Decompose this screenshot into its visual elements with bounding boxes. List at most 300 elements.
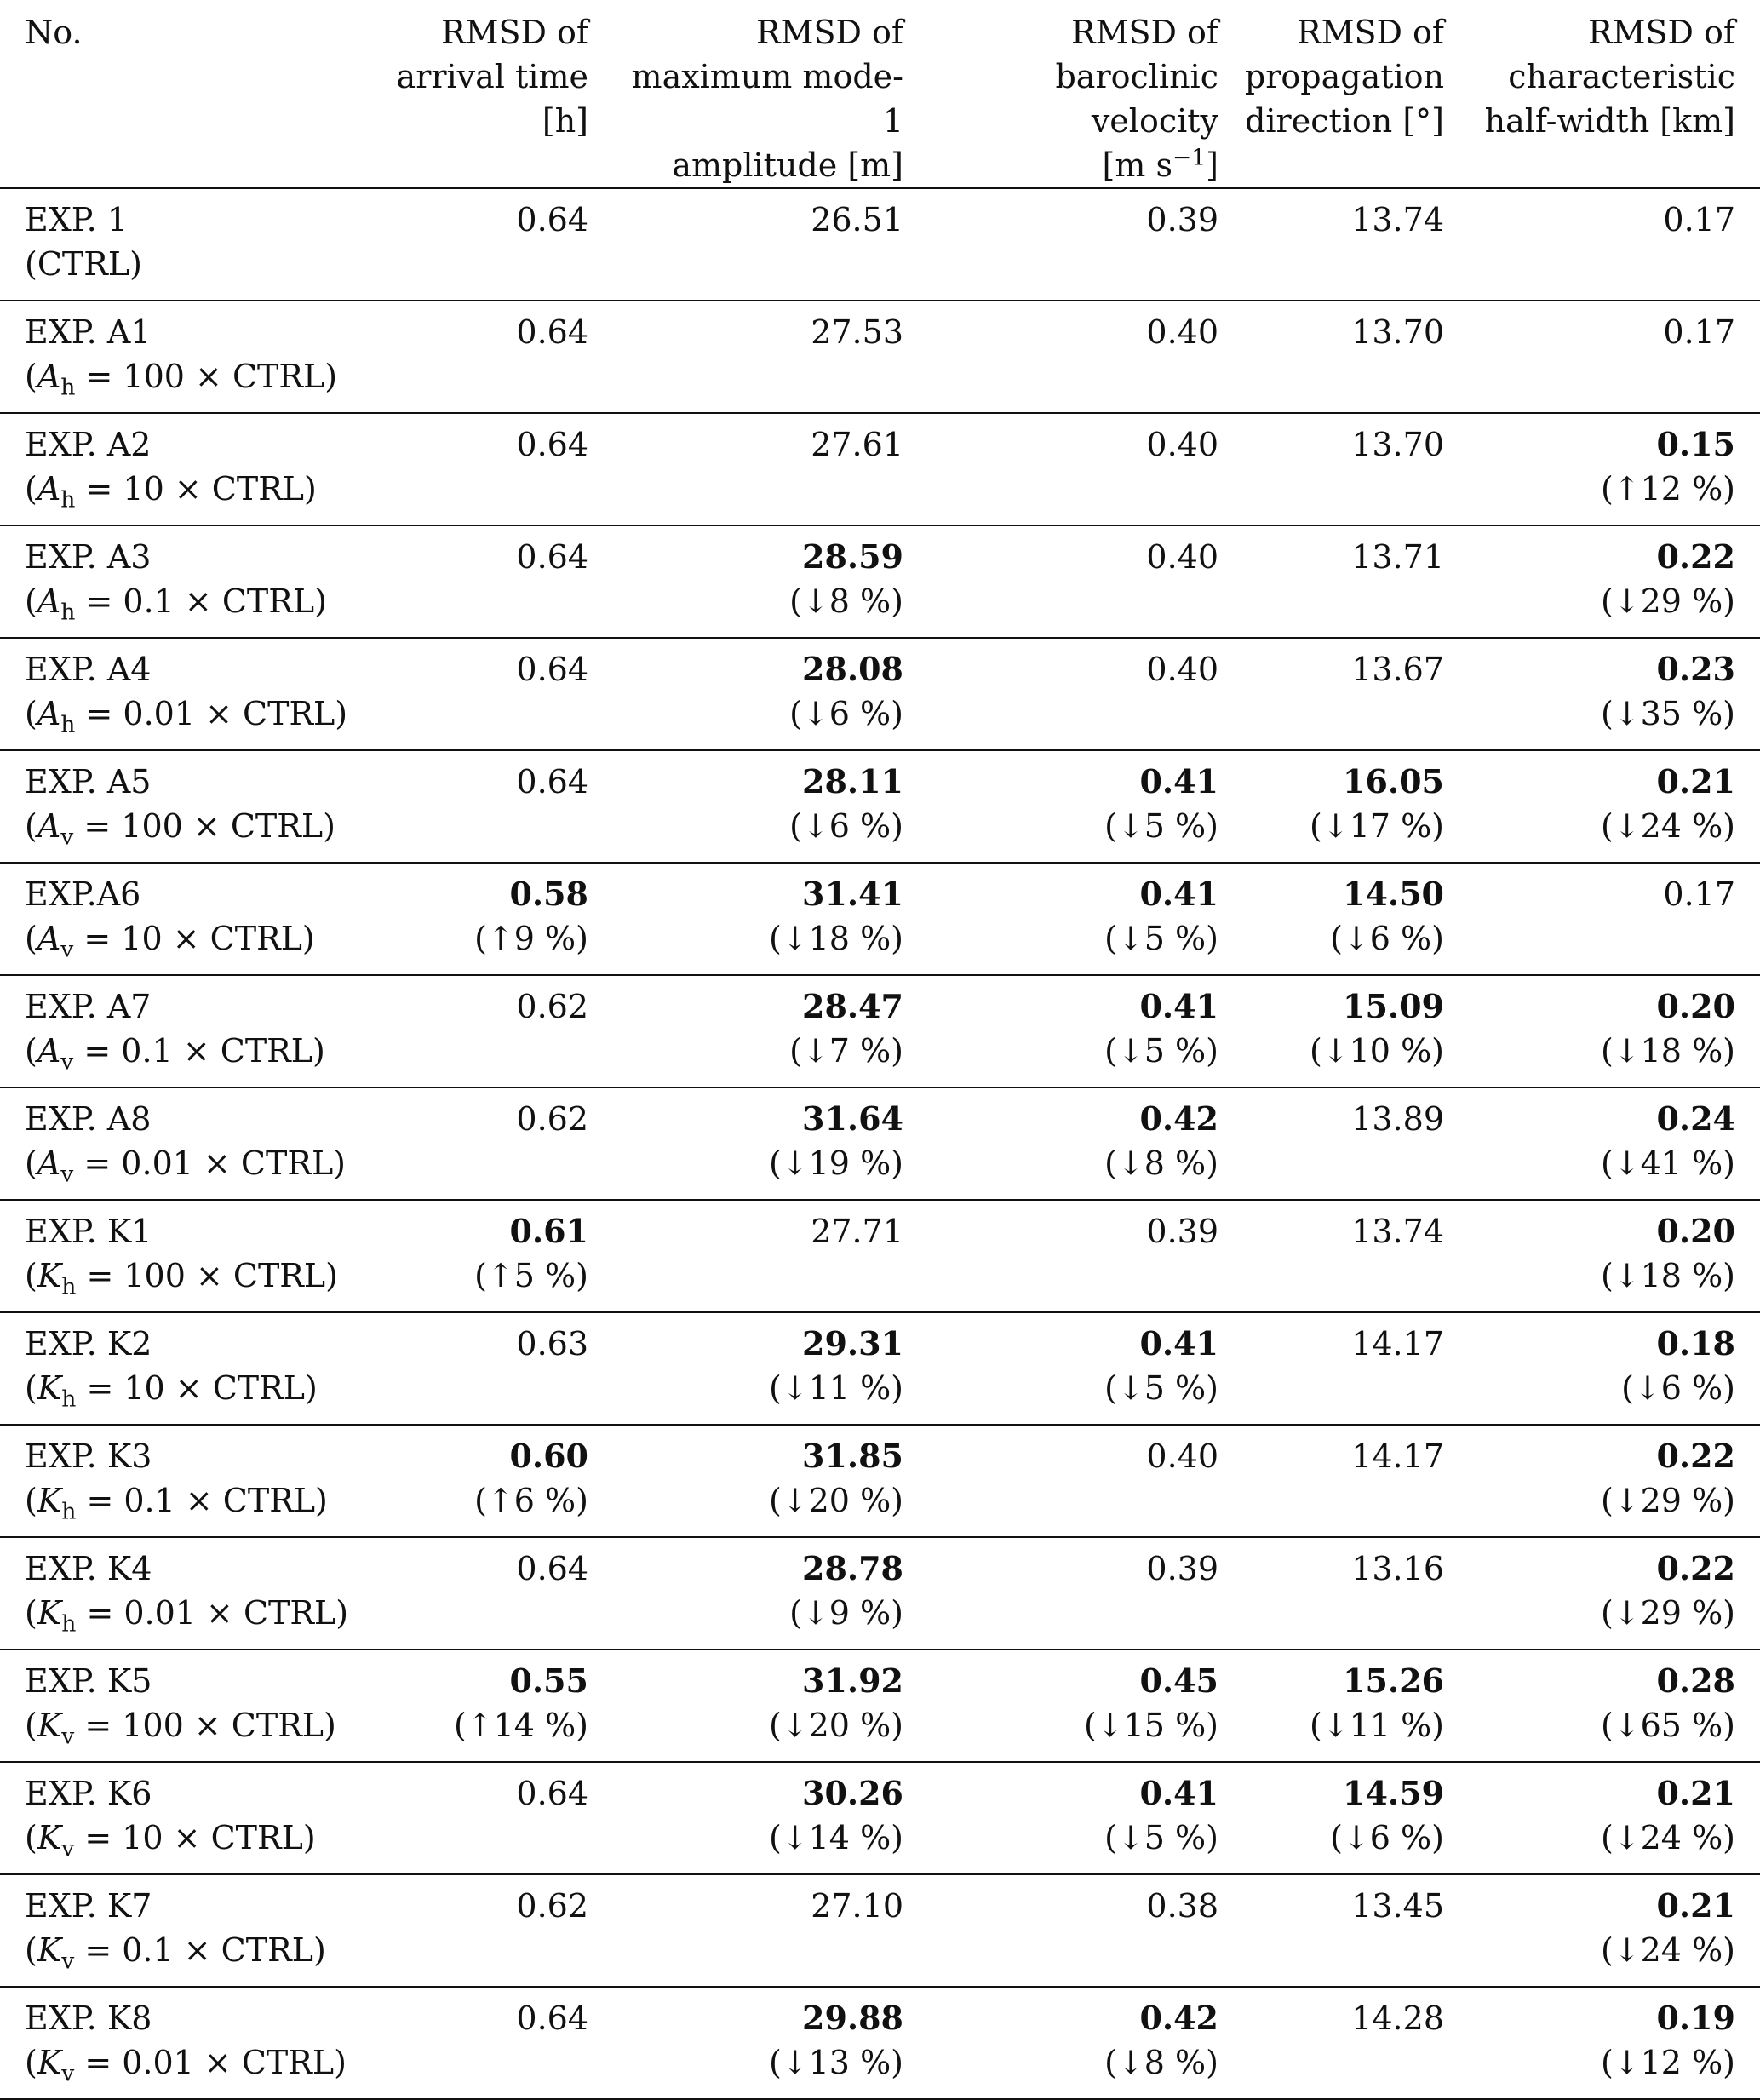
multiplier-text: = 0.01 × CTRL) — [76, 1594, 349, 1632]
table-row — [0, 863, 1760, 975]
value-cell — [1469, 1537, 1760, 1650]
rmsd-value: 0.40 — [1146, 651, 1218, 688]
rmsd-value: 0.22 — [1656, 1437, 1735, 1475]
multiplier-text: (CTRL) — [25, 245, 142, 283]
header-line: RMSD of — [1070, 14, 1218, 51]
rmsd-value: 0.64 — [516, 763, 588, 800]
experiment-id: EXP. K1 — [25, 1213, 152, 1250]
value-cell — [358, 1650, 613, 1762]
percent-change: (↓20 %) — [768, 1707, 903, 1744]
rmsd-value: 0.64 — [516, 426, 588, 463]
rmsd-value: 28.78 — [802, 1549, 903, 1587]
value-cell — [928, 301, 1243, 413]
table-row — [0, 1087, 1760, 1200]
experiment-id: EXP. A8 — [25, 1100, 152, 1138]
parameter-symbol: K — [37, 1707, 62, 1744]
percent-change: (↑9 %) — [474, 920, 588, 957]
rmsd-value: 0.42 — [1139, 1099, 1218, 1138]
experiment-setting — [25, 242, 358, 286]
multiplier-text: = 100 × CTRL) — [74, 1707, 336, 1744]
header-max-amplitude — [613, 0, 928, 188]
experiment-setting: ($K_h = 0.01$ × CTRL) — [25, 1594, 349, 1638]
multiplier-text: = 100 × CTRL) — [75, 358, 338, 395]
experiment-id: EXP. K8 — [25, 2000, 152, 2037]
rmsd-value: 0.39 — [1146, 1550, 1218, 1587]
value-cell — [358, 750, 613, 863]
parameter-subscript: h — [60, 711, 76, 738]
parameter-subscript: h — [60, 599, 76, 626]
percent-change: (↓14 %) — [768, 1819, 903, 1856]
value-cell — [928, 638, 1243, 750]
value-cell — [613, 1650, 928, 1762]
experiment-setting: ($A_h = 0.01$ × CTRL) — [25, 695, 348, 738]
rmsd-value: 27.10 — [811, 1887, 903, 1925]
value-cell — [613, 1874, 928, 1987]
rmsd-value: 0.21 — [1656, 1886, 1735, 1925]
percent-change: (↓24 %) — [1600, 807, 1735, 845]
percent-change: (↓8 %) — [789, 582, 903, 620]
rmsd-value: 27.53 — [811, 313, 903, 351]
percent-change: (↓6 %) — [1330, 1819, 1444, 1856]
header-unit-base: [m s — [1102, 146, 1172, 184]
value-cell — [613, 638, 928, 750]
rmsd-value: 31.41 — [802, 875, 903, 913]
table-row — [0, 1874, 1760, 1987]
value-cell — [1243, 1987, 1469, 2099]
experiment-id: EXP. 1 — [25, 201, 128, 238]
value-cell — [1469, 1425, 1760, 1537]
value-cell — [358, 1987, 613, 2099]
experiment-cell — [0, 1200, 358, 1312]
rmsd-value: 0.21 — [1656, 1774, 1735, 1812]
parameter-subscript: v — [61, 1723, 75, 1750]
value-cell — [358, 1200, 613, 1312]
header-line: arrival time [h] — [396, 58, 588, 140]
rmsd-value: 31.64 — [802, 1099, 903, 1138]
value-cell — [613, 301, 928, 413]
experiment-setting: ($A_v = 10$ × CTRL) — [25, 920, 315, 963]
table-row — [0, 1650, 1760, 1762]
experiment-setting: ($K_v = 0.01$ × CTRL) — [25, 2044, 347, 2087]
percent-change: (↓65 %) — [1600, 1707, 1735, 1744]
rmsd-value: 0.41 — [1139, 987, 1218, 1025]
rmsd-value: 0.40 — [1146, 313, 1218, 351]
parameter-symbol: A — [37, 470, 61, 508]
parameter-subscript: h — [61, 1273, 77, 1300]
percent-change: (↓7 %) — [789, 1032, 903, 1070]
value-cell — [613, 975, 928, 1087]
value-cell — [613, 188, 928, 301]
percent-change: (↓9 %) — [789, 1594, 903, 1632]
rmsd-value: 0.39 — [1146, 1213, 1218, 1250]
header-line: baroclinic velocity — [1055, 58, 1218, 140]
value-cell — [1243, 638, 1469, 750]
table-row — [0, 1762, 1760, 1874]
value-cell — [358, 1312, 613, 1425]
percent-change: (↓29 %) — [1600, 1482, 1735, 1519]
rmsd-value: 14.59 — [1343, 1774, 1444, 1812]
table-row — [0, 1537, 1760, 1650]
multiplier-text: = 10 × CTRL) — [76, 1369, 318, 1407]
rmsd-value: 0.39 — [1146, 201, 1218, 238]
rmsd-value: 0.64 — [516, 651, 588, 688]
parameter-symbol: K — [37, 2044, 62, 2081]
value-cell — [358, 1087, 613, 1200]
rmsd-value: 13.74 — [1351, 1213, 1444, 1250]
parameter-subscript: h — [60, 374, 76, 401]
experiment-id: EXP. K7 — [25, 1887, 152, 1925]
rmsd-value: 0.60 — [509, 1437, 588, 1475]
percent-change: (↓5 %) — [1104, 807, 1218, 845]
experiment-cell — [0, 863, 358, 975]
value-cell — [928, 975, 1243, 1087]
value-cell — [1469, 1987, 1760, 2099]
experiment-cell — [0, 638, 358, 750]
header-line: maximum mode-1 — [631, 58, 903, 140]
value-cell — [1243, 413, 1469, 525]
experiment-id: EXP. A3 — [25, 538, 152, 576]
parameter-symbol: A — [37, 1032, 61, 1070]
experiment-cell — [0, 301, 358, 413]
rmsd-value: 0.20 — [1656, 987, 1735, 1025]
rmsd-value: 13.16 — [1351, 1550, 1444, 1587]
value-cell — [1469, 638, 1760, 750]
value-cell — [1243, 1762, 1469, 1874]
value-cell — [613, 1425, 928, 1537]
rmsd-value: 13.74 — [1351, 201, 1444, 238]
rmsd-value: 0.64 — [516, 1550, 588, 1587]
experiment-cell — [0, 1874, 358, 1987]
rmsd-value: 13.67 — [1351, 651, 1444, 688]
value-cell — [358, 413, 613, 525]
experiment-cell — [0, 1087, 358, 1200]
value-cell — [613, 1762, 928, 1874]
multiplier-text: = 0.1 × CTRL) — [73, 1032, 325, 1070]
rmsd-value: 0.23 — [1656, 650, 1735, 688]
experiment-cell — [0, 1312, 358, 1425]
rmsd-value: 0.41 — [1139, 1324, 1218, 1363]
experiment-setting: ($A_v = 0.1$ × CTRL) — [25, 1032, 325, 1076]
parameter-subscript: h — [61, 1386, 77, 1413]
value-cell — [1469, 525, 1760, 638]
rmsd-value: 0.62 — [516, 988, 588, 1025]
rmsd-value: 30.26 — [802, 1774, 903, 1812]
percent-change: (↓8 %) — [1104, 1145, 1218, 1182]
percent-change: (↑14 %) — [453, 1707, 588, 1744]
rmsd-value: 31.85 — [802, 1437, 903, 1475]
value-cell — [613, 863, 928, 975]
percent-change: (↓11 %) — [768, 1369, 903, 1407]
rmsd-value: 0.21 — [1656, 762, 1735, 800]
parameter-symbol: K — [37, 1819, 62, 1856]
parameter-subscript: v — [61, 1835, 75, 1862]
header-line: propagation — [1244, 58, 1444, 95]
rmsd-value: 0.24 — [1656, 1099, 1735, 1138]
percent-change: (↓5 %) — [1104, 1819, 1218, 1856]
header-line: RMSD of — [1296, 14, 1444, 51]
value-cell — [928, 750, 1243, 863]
experiment-setting: ($A_h = 100$ × CTRL) — [25, 358, 338, 401]
rmsd-value: 0.58 — [509, 875, 588, 913]
rmsd-value: 29.31 — [802, 1324, 903, 1363]
percent-change: (↓35 %) — [1600, 695, 1735, 732]
rmsd-value: 0.62 — [516, 1100, 588, 1138]
experiment-setting: ($A_h = 0.1$ × CTRL) — [25, 582, 327, 626]
rmsd-value: 0.55 — [509, 1661, 588, 1700]
experiment-setting: ($K_h = 0.1$ × CTRL) — [25, 1482, 328, 1525]
value-cell — [928, 1425, 1243, 1537]
table-row — [0, 638, 1760, 750]
rmsd-value: 0.38 — [1146, 1887, 1218, 1925]
value-cell — [1243, 1425, 1469, 1537]
experiment-setting: ($A_v = 0.01$ × CTRL) — [25, 1145, 347, 1188]
value-cell — [1243, 750, 1469, 863]
rmsd-value: 0.45 — [1139, 1661, 1218, 1700]
rmsd-value: 0.61 — [509, 1212, 588, 1250]
value-cell — [1243, 1537, 1469, 1650]
experiment-cell — [0, 413, 358, 525]
experiment-id: EXP.A6 — [25, 875, 141, 913]
multiplier-text: = 10 × CTRL) — [75, 470, 317, 508]
value-cell — [613, 750, 928, 863]
table-row — [0, 1425, 1760, 1537]
header-line: half-width [km] — [1484, 102, 1735, 140]
parameter-symbol: K — [37, 1369, 62, 1407]
multiplier-text: = 0.1 × CTRL) — [76, 1482, 328, 1519]
header-unit-close: ] — [1206, 146, 1218, 184]
rmsd-value: 16.05 — [1343, 762, 1444, 800]
multiplier-text: = 10 × CTRL) — [74, 1819, 316, 1856]
value-cell — [358, 975, 613, 1087]
value-cell — [928, 1650, 1243, 1762]
header-line: characteristic — [1508, 58, 1735, 95]
rmsd-value: 0.40 — [1146, 538, 1218, 576]
header-half-width — [1469, 0, 1760, 188]
multiplier-text: = 10 × CTRL) — [73, 920, 315, 957]
rmsd-value: 13.70 — [1351, 426, 1444, 463]
rmsd-value: 14.28 — [1351, 2000, 1444, 2037]
percent-change: (↓11 %) — [1309, 1707, 1444, 1744]
rmsd-value: 31.92 — [802, 1661, 903, 1700]
value-cell — [928, 1537, 1243, 1650]
rmsd-value: 28.11 — [802, 762, 903, 800]
percent-change: (↓24 %) — [1600, 1931, 1735, 1969]
parameter-symbol: K — [37, 1482, 62, 1519]
multiplier-text: = 100 × CTRL) — [73, 807, 335, 845]
rmsd-value: 0.18 — [1656, 1324, 1735, 1363]
value-cell — [1243, 188, 1469, 301]
rmsd-value: 0.41 — [1139, 762, 1218, 800]
rmsd-value: 0.64 — [516, 538, 588, 576]
experiment-setting: ($K_h = 100$ × CTRL) — [25, 1257, 338, 1300]
value-cell — [1469, 188, 1760, 301]
percent-change: (↓41 %) — [1600, 1145, 1735, 1182]
parameter-subscript: h — [60, 486, 76, 514]
table-row — [0, 188, 1760, 301]
rmsd-value: 15.26 — [1343, 1661, 1444, 1700]
rmsd-value: 13.45 — [1351, 1887, 1444, 1925]
percent-change: (↓10 %) — [1309, 1032, 1444, 1070]
experiment-cell — [0, 1762, 358, 1874]
header-line: RMSD of — [1587, 14, 1735, 51]
value-cell — [1243, 1312, 1469, 1425]
percent-change: (↓29 %) — [1600, 582, 1735, 620]
value-cell — [928, 1200, 1243, 1312]
percent-change: (↑5 %) — [474, 1257, 588, 1294]
percent-change: (↓18 %) — [1600, 1032, 1735, 1070]
experiment-cell — [0, 1987, 358, 2099]
value-cell — [1469, 1650, 1760, 1762]
value-cell — [1469, 1087, 1760, 1200]
experiment-id: EXP. A7 — [25, 988, 152, 1025]
percent-change: (↓5 %) — [1104, 920, 1218, 957]
value-cell — [928, 188, 1243, 301]
rmsd-value: 0.17 — [1663, 875, 1735, 913]
value-cell — [1469, 1200, 1760, 1312]
parameter-subscript: h — [61, 1610, 77, 1638]
rmsd-value: 0.28 — [1656, 1661, 1735, 1700]
rmsd-value: 26.51 — [811, 201, 903, 238]
value-cell — [928, 1987, 1243, 2099]
rmsd-value: 0.40 — [1146, 426, 1218, 463]
value-cell — [1243, 863, 1469, 975]
parameter-subscript: h — [61, 1498, 77, 1525]
experiment-cell — [0, 1650, 358, 1762]
experiment-id: EXP. K6 — [25, 1775, 152, 1812]
value-cell — [1469, 1312, 1760, 1425]
value-cell — [928, 1874, 1243, 1987]
rmsd-value: 0.62 — [516, 1887, 588, 1925]
table-row — [0, 1312, 1760, 1425]
value-cell — [358, 863, 613, 975]
value-cell — [1243, 975, 1469, 1087]
rmsd-value: 0.42 — [1139, 1999, 1218, 2037]
rmsd-value: 14.17 — [1351, 1437, 1444, 1475]
parameter-subscript: v — [60, 1048, 74, 1076]
rmsd-value: 0.64 — [516, 313, 588, 351]
value-cell — [358, 525, 613, 638]
value-cell — [613, 1312, 928, 1425]
experiment-setting: ($A_v = 100$ × CTRL) — [25, 807, 335, 851]
percent-change: (↓13 %) — [768, 2044, 903, 2081]
rmsd-value: 0.19 — [1656, 1999, 1735, 2037]
value-cell — [928, 1762, 1243, 1874]
header-row — [0, 0, 1760, 188]
value-cell — [613, 413, 928, 525]
percent-change: (↓12 %) — [1600, 2044, 1735, 2081]
rmsd-value: 0.63 — [516, 1325, 588, 1363]
rmsd-value: 0.22 — [1656, 537, 1735, 576]
percent-change: (↓19 %) — [768, 1145, 903, 1182]
value-cell — [928, 1087, 1243, 1200]
value-cell — [358, 1874, 613, 1987]
rmsd-value: 13.71 — [1351, 538, 1444, 576]
table-header — [0, 0, 1760, 188]
table-row — [0, 413, 1760, 525]
rmsd-value: 29.88 — [802, 1999, 903, 2037]
percent-change: (↑6 %) — [474, 1482, 588, 1519]
value-cell — [1243, 301, 1469, 413]
parameter-subscript: v — [60, 823, 74, 851]
value-cell — [358, 1537, 613, 1650]
parameter-symbol: A — [37, 920, 61, 957]
percent-change: (↓6 %) — [789, 807, 903, 845]
rmsd-value: 27.71 — [811, 1213, 903, 1250]
percent-change: (↓5 %) — [1104, 1369, 1218, 1407]
percent-change: (↓24 %) — [1600, 1819, 1735, 1856]
header-no — [0, 0, 358, 188]
rmsd-value: 28.08 — [802, 650, 903, 688]
value-cell — [1469, 750, 1760, 863]
parameter-symbol: K — [37, 1594, 62, 1632]
experiment-id: EXP. K4 — [25, 1550, 152, 1587]
parameter-symbol: K — [37, 1257, 62, 1294]
experiment-cell — [0, 1537, 358, 1650]
value-cell — [928, 413, 1243, 525]
experiment-setting: ($K_v = 0.1$ × CTRL) — [25, 1931, 326, 1975]
multiplier-text: = 0.01 × CTRL) — [75, 695, 348, 732]
header-propagation-direction — [1243, 0, 1469, 188]
table-row — [0, 975, 1760, 1087]
value-cell — [1243, 1650, 1469, 1762]
percent-change: (↓18 %) — [1600, 1257, 1735, 1294]
percent-change: (↓15 %) — [1083, 1707, 1218, 1744]
rmsd-value: 14.50 — [1343, 875, 1444, 913]
rmsd-value: 0.22 — [1656, 1549, 1735, 1587]
rmsd-value: 15.09 — [1343, 987, 1444, 1025]
experiment-setting: ($K_h = 10$ × CTRL) — [25, 1369, 318, 1413]
value-cell — [1469, 1762, 1760, 1874]
header-baroclinic-velocity — [928, 0, 1243, 188]
rmsd-value: 28.59 — [802, 537, 903, 576]
parameter-subscript: v — [60, 936, 74, 963]
experiment-cell — [0, 750, 358, 863]
percent-change: (↓6 %) — [789, 695, 903, 732]
header-unit-line — [928, 143, 1218, 187]
header-arrival-time — [358, 0, 613, 188]
percent-change: (↓8 %) — [1104, 2044, 1218, 2081]
value-cell — [1243, 1200, 1469, 1312]
rmsd-value: 0.17 — [1663, 313, 1735, 351]
rmsd-value: 0.64 — [516, 1775, 588, 1812]
experiment-id: EXP. K2 — [25, 1325, 152, 1363]
rmsd-value: 0.41 — [1139, 1774, 1218, 1812]
experiment-setting: ($K_v = 100$ × CTRL) — [25, 1707, 336, 1750]
rmsd-value: 0.20 — [1656, 1212, 1735, 1250]
value-cell — [1469, 301, 1760, 413]
experiment-id: EXP. A5 — [25, 763, 152, 800]
percent-change: (↓6 %) — [1621, 1369, 1735, 1407]
table-row — [0, 1987, 1760, 2099]
parameter-symbol: A — [37, 358, 61, 395]
experiment-cell — [0, 975, 358, 1087]
value-cell — [613, 1537, 928, 1650]
value-cell — [358, 1762, 613, 1874]
header-unit-exponent: −1 — [1172, 144, 1207, 171]
header-line: RMSD of — [755, 14, 903, 51]
table-row — [0, 301, 1760, 413]
parameter-symbol: A — [37, 695, 61, 732]
multiplier-text: = 0.01 × CTRL) — [73, 1145, 347, 1182]
table-body — [0, 188, 1760, 2099]
multiplier-text: = 100 × CTRL) — [76, 1257, 338, 1294]
rmsd-value: 13.89 — [1351, 1100, 1444, 1138]
header-line: RMSD of — [440, 14, 588, 51]
value-cell — [1243, 1874, 1469, 1987]
table-row — [0, 1200, 1760, 1312]
value-cell — [1243, 525, 1469, 638]
experiment-setting: ($A_h = 10$ × CTRL) — [25, 470, 317, 514]
